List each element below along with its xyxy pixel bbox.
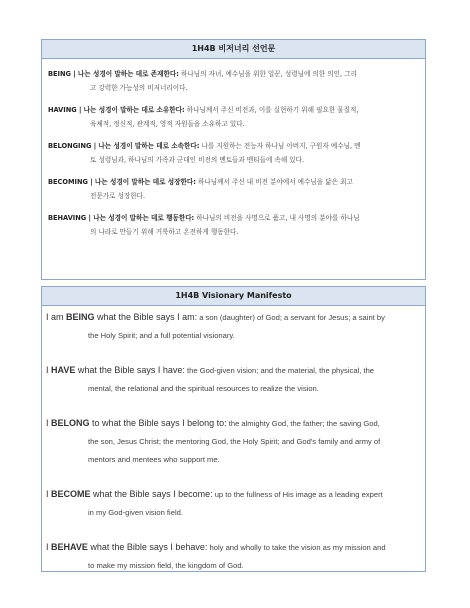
- item-post: what the Bible says I behave:: [87, 542, 208, 552]
- english-item-have: [46, 361, 423, 398]
- item-text: up to the fullness of His image as a leading expert: [212, 490, 383, 499]
- item-lead: | 나는 성경이 말하는 데로 소유한다:: [76, 106, 185, 114]
- item-key: BEING: [66, 312, 95, 322]
- item-lead: [46, 418, 227, 428]
- item-key: BELONG: [51, 418, 90, 428]
- english-manifesto-box: [41, 286, 426, 572]
- item-text-cont: 육체적, 정신적, 관계적, 영적 자원들을 소유하고 있다.: [90, 120, 245, 128]
- item-text: 하나님의 자녀, 예수님을 위한 일꾼, 성령님에 의한 의인, 그리: [178, 70, 357, 78]
- korean-item-behaving: [48, 211, 419, 239]
- item-post: what the Bible says I am:: [94, 312, 198, 322]
- item-pre: I: [46, 418, 52, 428]
- item-text-cont: the son, Jesus Christ; the mentoring God, the Holy Spirit; and God's family and army of: [88, 437, 381, 446]
- item-text: the almighty God, the father; the saving God,: [226, 419, 380, 428]
- korean-manifesto-box: [41, 39, 426, 280]
- korean-manifesto-title: 1H4B 비저너리 선언문: [42, 40, 425, 59]
- item-text: 하나님의 비전을 사명으로 품고, 내 사명의 분야를 하나님: [194, 214, 360, 222]
- korean-item-being: [48, 67, 419, 95]
- item-key: BEHAVE: [51, 542, 88, 552]
- korean-item-having: [48, 103, 419, 131]
- item-text: 하나님께서 주신 내 비전 분야에서 예수님을 닮은 최고: [195, 178, 353, 186]
- item-text-cont: to make my mission field, the kingdom of God.: [88, 561, 244, 570]
- item-post: what the Bible says I have:: [75, 365, 185, 375]
- item-text-cont: the Holy Spirit; and a full potential visionary.: [88, 331, 235, 340]
- item-pre: I: [46, 542, 52, 552]
- item-text-cont: 전문가로 성장한다.: [90, 192, 146, 200]
- korean-item-becoming: [48, 175, 419, 203]
- item-pre: I am: [46, 312, 67, 322]
- korean-item-belonging: [48, 139, 419, 167]
- item-lead: [46, 312, 197, 322]
- item-lead: [46, 489, 213, 499]
- english-manifesto-list: [42, 306, 425, 575]
- english-item-belong: [46, 414, 423, 469]
- item-text: the God-given vision; and the material, the physical, the: [184, 366, 375, 375]
- item-key: BELONGING: [48, 142, 92, 150]
- item-text-cont: 의 나라로 만들기 위해 거룩하고 온전하게 행동한다.: [90, 228, 239, 236]
- item-text: a son (daughter) of God; a servant for Jesus; a saint by: [197, 313, 385, 322]
- item-post: to what the Bible says I belong to:: [89, 418, 227, 428]
- item-key: HAVE: [51, 365, 76, 375]
- item-pre: I: [46, 489, 52, 499]
- item-text-cont: 토 성령님과, 하나님의 가족과 군대인 비전의 멘토들과 멘티들에 속해 있다.: [90, 156, 305, 164]
- item-lead: | 나는 성경이 말하는 데로 존재한다:: [70, 70, 179, 78]
- item-key: BECOMING: [48, 178, 88, 186]
- item-text-cont: mental, the relational and the spiritual resources to realize the vision.: [88, 384, 319, 393]
- item-text-cont: in my God-given vision field.: [88, 508, 183, 517]
- item-lead: [46, 365, 185, 375]
- item-lead: [46, 542, 207, 552]
- english-manifesto-title: 1H4B Visionary Manifesto: [42, 287, 425, 306]
- item-text: 하나님께서 주신 비전과, 이를 실현하기 위해 필요한 물질적,: [184, 106, 359, 114]
- english-item-being: [46, 308, 423, 345]
- item-post: what the Bible says I become:: [90, 489, 213, 499]
- item-lead: | 나는 성경이 말하는 데로 소속한다:: [91, 142, 200, 150]
- item-key: BEING: [48, 70, 71, 78]
- item-text-cont: mentors and mentees who support me.: [88, 455, 220, 464]
- item-text-cont: 고 강력한 가능성의 비저너리이다.: [90, 84, 188, 92]
- item-lead: | 나는 성경이 말하는 데로 행동한다:: [86, 214, 195, 222]
- korean-manifesto-list: [42, 59, 425, 239]
- item-lead: | 나는 성경이 말하는 데로 성장한다:: [87, 178, 196, 186]
- item-text: holy and wholly to take the vision as my mission and: [207, 543, 386, 552]
- item-text: 나를 지원하는 전능자 하나님 아버지, 구원자 예수님, 멘: [199, 142, 361, 150]
- english-item-become: [46, 485, 423, 522]
- english-item-behave: [46, 538, 423, 575]
- item-pre: I: [46, 365, 52, 375]
- item-key: HAVING: [48, 106, 77, 114]
- item-key: BEHAVING: [48, 214, 87, 222]
- item-key: BECOME: [51, 489, 91, 499]
